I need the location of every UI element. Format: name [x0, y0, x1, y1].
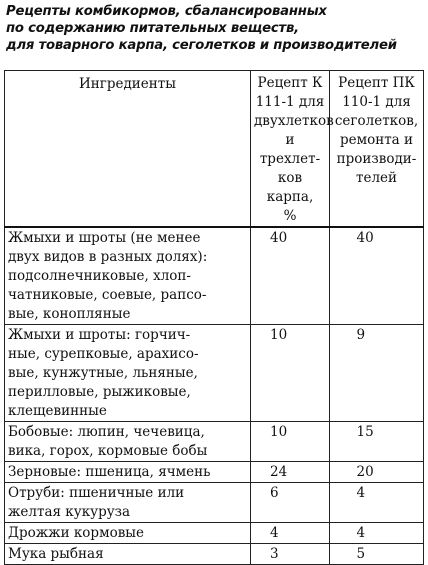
table-row [5, 462, 424, 483]
header-ingredients: Ингредиенты [5, 71, 251, 228]
ingredient-line: клещевинные [8, 403, 107, 419]
value-text: 4 [270, 525, 279, 541]
recipes-table [4, 70, 424, 565]
ingredient-line: Отруби: пшеничные или [8, 485, 185, 501]
ingredient-line: двух видов в разных долях): [8, 249, 208, 265]
ingredient-line: Жмыхи и шроты: горчич- [8, 327, 191, 343]
header-line: двухлетков [254, 113, 334, 129]
recipe-pk-value [330, 325, 424, 422]
ingredient-line: желтая кукуруза [8, 504, 131, 520]
ingredient-line: чатниковые, соевые, рапсо- [8, 287, 207, 303]
recipe-k-value [251, 523, 330, 544]
recipe-k-value [251, 227, 330, 325]
recipe-pk-value [330, 227, 424, 325]
value-text: 6 [270, 485, 279, 501]
ingredient-cell [5, 422, 251, 462]
ingredient-line: подсолнечниковые, хлоп- [8, 268, 191, 284]
recipe-pk-value [330, 523, 424, 544]
header-line: ремонта и [339, 132, 414, 148]
header-line: 110-1 для [342, 94, 411, 110]
header-line: сеголетков, [334, 113, 419, 129]
value-text: 24 [270, 464, 288, 480]
value-text: 9 [356, 327, 366, 343]
ingredient-line: Бобовые: люпин, чечевица, [8, 424, 205, 440]
recipe-pk-value [330, 462, 424, 483]
table-row [5, 483, 424, 523]
value-text: 10 [270, 424, 288, 440]
recipe-k-value [251, 422, 330, 462]
value-text: 10 [270, 327, 288, 343]
ingredient-line: Жмыхи и шроты (не менее [8, 230, 201, 246]
header-recipe-pk [330, 71, 424, 228]
ingredient-cell [5, 483, 251, 523]
ingredient-cell [5, 325, 251, 422]
table-row [5, 227, 424, 325]
document-title [6, 3, 426, 54]
title-line: по содержанию питательных веществ, [6, 21, 299, 36]
header-line: % [283, 208, 297, 224]
recipe-k-value [251, 483, 330, 523]
ingredient-line: вые, конопляные [8, 306, 131, 322]
header-line: 111-1 для [255, 94, 325, 110]
ingredient-line: вые, кунжутные, льняные, [8, 365, 198, 381]
value-text: 15 [356, 424, 374, 440]
table-row [5, 523, 424, 544]
header-line: и трехлет- [259, 132, 321, 167]
ingredient-line: Зерновые: пшеница, ячмень [8, 464, 211, 480]
header-line: Рецепт ПК [338, 75, 415, 91]
ingredient-line: вика, горох, кормовые бобы [8, 443, 208, 459]
value-text: 5 [356, 546, 366, 562]
value-text: 20 [356, 464, 374, 480]
header-row [5, 71, 424, 228]
recipe-k-value [251, 544, 330, 565]
ingredient-cell [5, 227, 251, 325]
recipe-pk-value [330, 544, 424, 565]
value-text: 4 [356, 485, 366, 501]
ingredient-cell [5, 523, 251, 544]
ingredient-line: ные, сурепковые, арахисо- [8, 346, 199, 362]
header-line: телей [355, 170, 398, 186]
title-line: Рецепты комбикормов, сбалансированных [6, 4, 327, 19]
header-line: Рецепт К [257, 75, 323, 91]
value-text: 4 [356, 525, 366, 541]
table-row [5, 422, 424, 462]
value-text: 3 [270, 546, 279, 562]
value-text: 40 [356, 230, 374, 246]
recipe-k-value [251, 462, 330, 483]
header-recipe-k [251, 71, 334, 228]
table-row [5, 325, 424, 422]
ingredient-line: Мука рыбная [8, 546, 104, 562]
recipe-k-value [251, 325, 330, 422]
ingredient-cell [5, 544, 251, 565]
header-line: производи- [336, 151, 417, 167]
value-text: 40 [270, 230, 288, 246]
table-row [5, 544, 424, 565]
title-line: для товарного карпа, сеголетков и производителей [6, 38, 397, 53]
header-line: ков карпа, [266, 170, 314, 205]
ingredient-cell [5, 462, 251, 483]
recipe-pk-value [330, 422, 424, 462]
recipe-pk-value [330, 483, 424, 523]
ingredient-line: перилловые, рыжиковые, [8, 384, 191, 400]
ingredient-line: Дрожжи кормовые [8, 525, 145, 541]
